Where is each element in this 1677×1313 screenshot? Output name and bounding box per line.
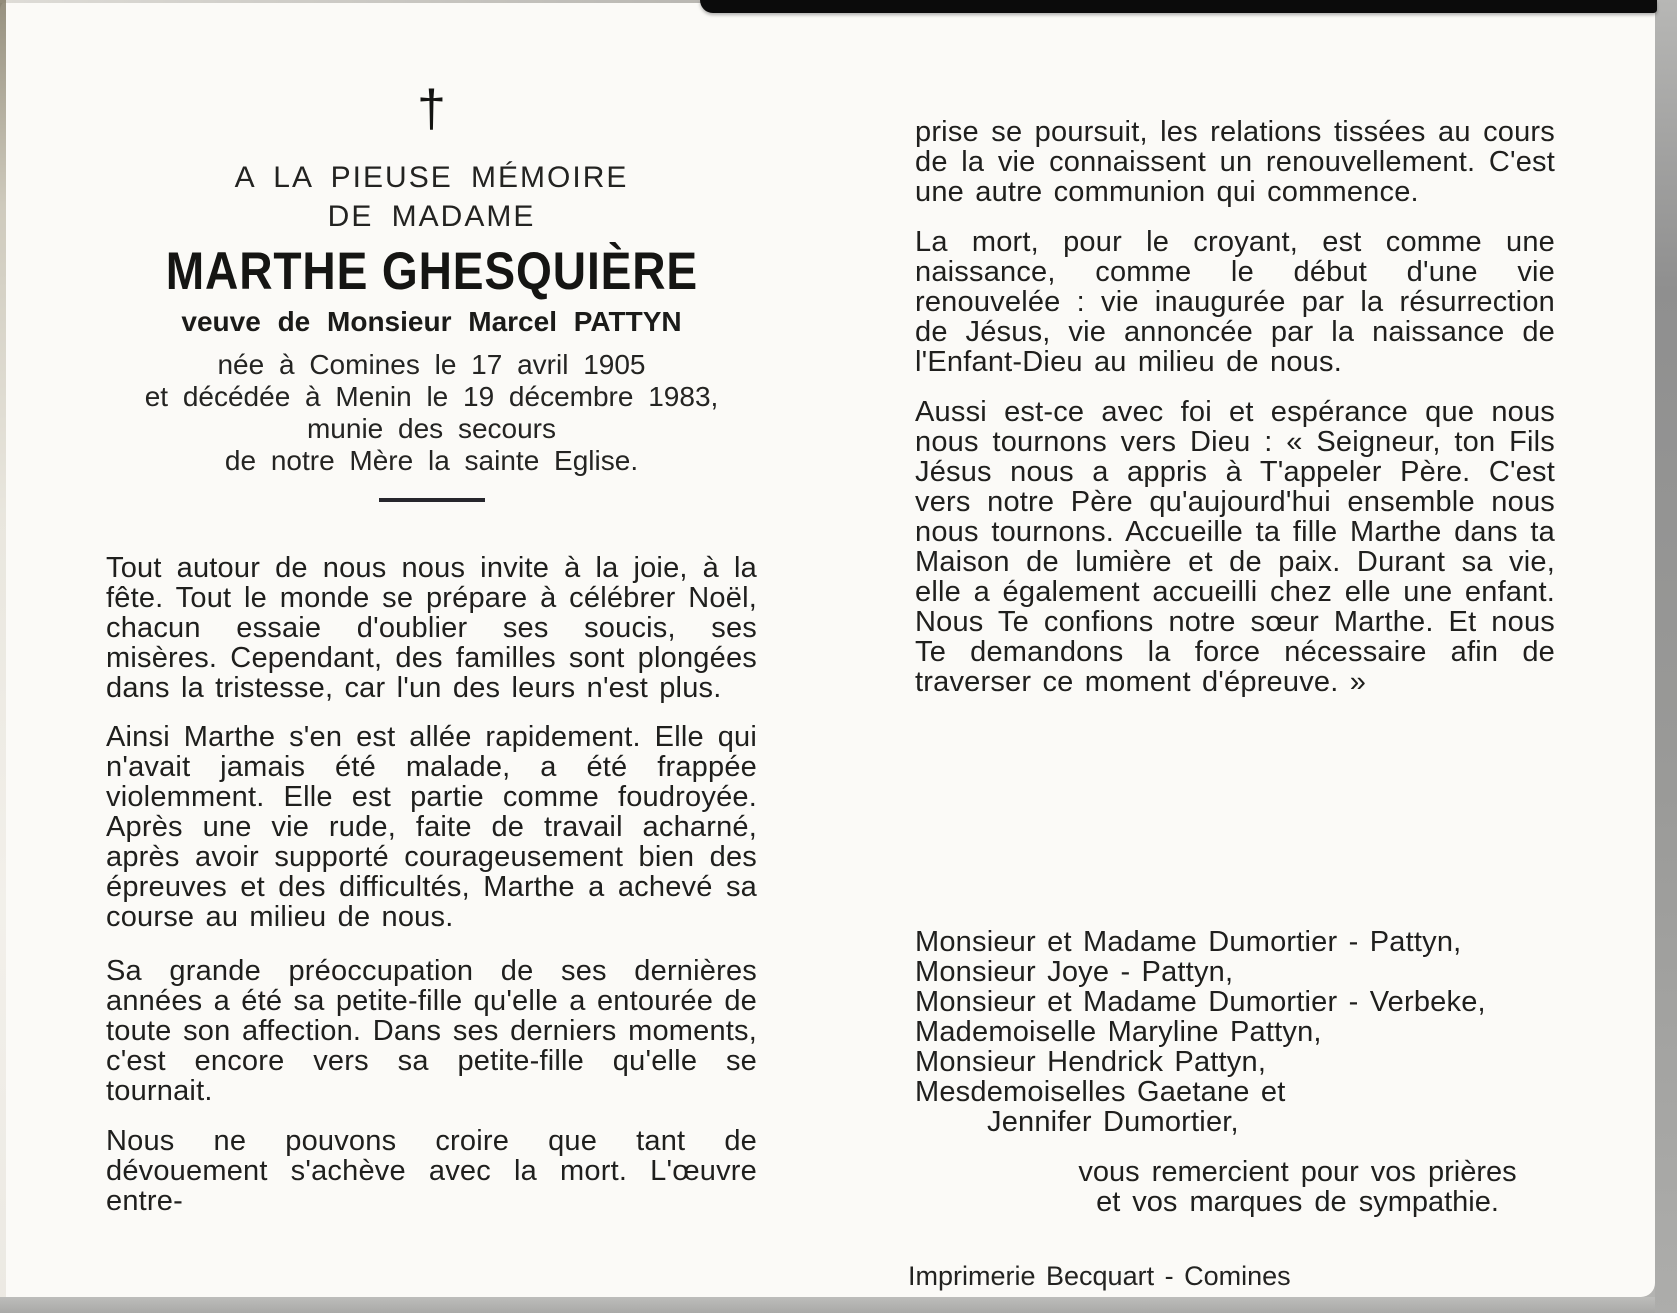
obituary-paragraph-7: Aussi est-ce avec foi et espérance que nous nous tournons vers Dieu : « Seigneur, ton Fils Jésus nous a appris à T'appeler Père. C'est vers notre Père qu'aujourd'hui ensemble nous nous tournons. Accueille ta fille Marthe dans ta Maison de lumière et de paix. Durant sa vie, elle a également accueilli chez elle une enfant. Nous Te confions notre sœur Marthe. Et nous Te demandons la force nécessaire afin de traverser ce moment d'épreuve. » xyxy=(915,396,1555,698)
obituary-paragraph-3: Sa grande préoccupation de ses dernières années a été sa petite-fille qu'elle a entourée de toute son affection. Dans ses derniers moments, c'est encore vers sa petite-fille qu'elle se tournait. xyxy=(106,955,757,1107)
scan-edge-right xyxy=(1655,0,1677,1313)
header-divider xyxy=(379,498,485,502)
family-name-line: Monsieur et Madame Dumortier - Verbeke, xyxy=(915,986,1486,1018)
scan-edge-left xyxy=(0,0,6,1297)
family-name-line: Monsieur Hendrick Pattyn, xyxy=(915,1046,1267,1078)
obituary-paragraph-1: Tout autour de nous nous invite à la joie, à la fête. Tout le monde se prépare à célébrer Noël, chacun essaie d'oublier ses soucis, ses misères. Cependant, des familles sont plongées dans la tristesse, car l'un des leurs n'est plus. xyxy=(106,552,757,704)
family-name-line: Monsieur et Madame Dumortier - Pattyn, xyxy=(915,926,1462,958)
obituary-paragraph-2: Ainsi Marthe s'en est allée rapidement. Elle qui n'avait jamais été malade, a été frappée violemment. Elle est partie comme foudroyée. Après une vie rude, faite de travail acharné, après avoir supporté courageusement bien des épreuves et des difficultés, Marthe a achevé sa course au milieu de nous. xyxy=(106,721,757,933)
thanks-line-1: vous remercient pour vos prières xyxy=(1078,1156,1517,1188)
family-name-line: Mesdemoiselles Gaetane et xyxy=(915,1076,1286,1108)
scan-top-hairline xyxy=(0,0,702,3)
rites-line-2: de notre Mère la sainte Eglise. xyxy=(224,445,639,476)
family-name-line: Jennifer Dumortier, xyxy=(987,1106,1239,1138)
family-name-line: Mademoiselle Maryline Pattyn, xyxy=(915,1016,1322,1048)
cross-icon: † xyxy=(417,80,446,138)
thanks-line-2: et vos marques de sympathie. xyxy=(1096,1186,1499,1218)
family-name-line: Monsieur Joye - Pattyn, xyxy=(915,956,1234,988)
rites-line-1: munie des secours xyxy=(306,413,556,444)
thanks-block xyxy=(1040,1157,1555,1217)
family-names-list xyxy=(915,927,1555,1137)
widow-line: veuve de Monsieur Marcel PATTYN xyxy=(181,306,682,337)
birth-line: née à Comines le 17 avril 1905 xyxy=(217,349,646,380)
obituary-paragraph-5: prise se poursuit, les relations tissées au cours de la vie connaissent un renouvellement. C'est une autre communion qui commence. xyxy=(915,116,1555,208)
printer-imprint: Imprimerie Becquart - Comines xyxy=(908,1261,1291,1291)
scan-edge-bottom xyxy=(0,1297,1677,1313)
deceased-name xyxy=(106,243,757,301)
obituary-paragraph-4: Nous ne pouvons croire que tant de dévouement s'achève avec la mort. L'œuvre entre- xyxy=(106,1125,757,1217)
obituary-paragraph-6: La mort, pour le croyant, est comme une naissance, comme le début d'une vie renouvelée : vie inaugurée par la résurrection de Jésus, vie annoncée par la naissance de l'Enfant-Dieu au milieu de nous. xyxy=(915,226,1555,378)
memorial-line-1: A LA PIEUSE MÉMOIRE xyxy=(234,161,629,194)
right-page xyxy=(908,0,1555,1297)
memorial-line-2: DE MADAME xyxy=(327,200,536,233)
left-page xyxy=(106,82,757,1216)
death-line: et décédée à Menin le 19 décembre 1983, xyxy=(144,381,719,412)
deceased-name-text: MARTHE GHESQUIÈRE xyxy=(165,242,698,301)
